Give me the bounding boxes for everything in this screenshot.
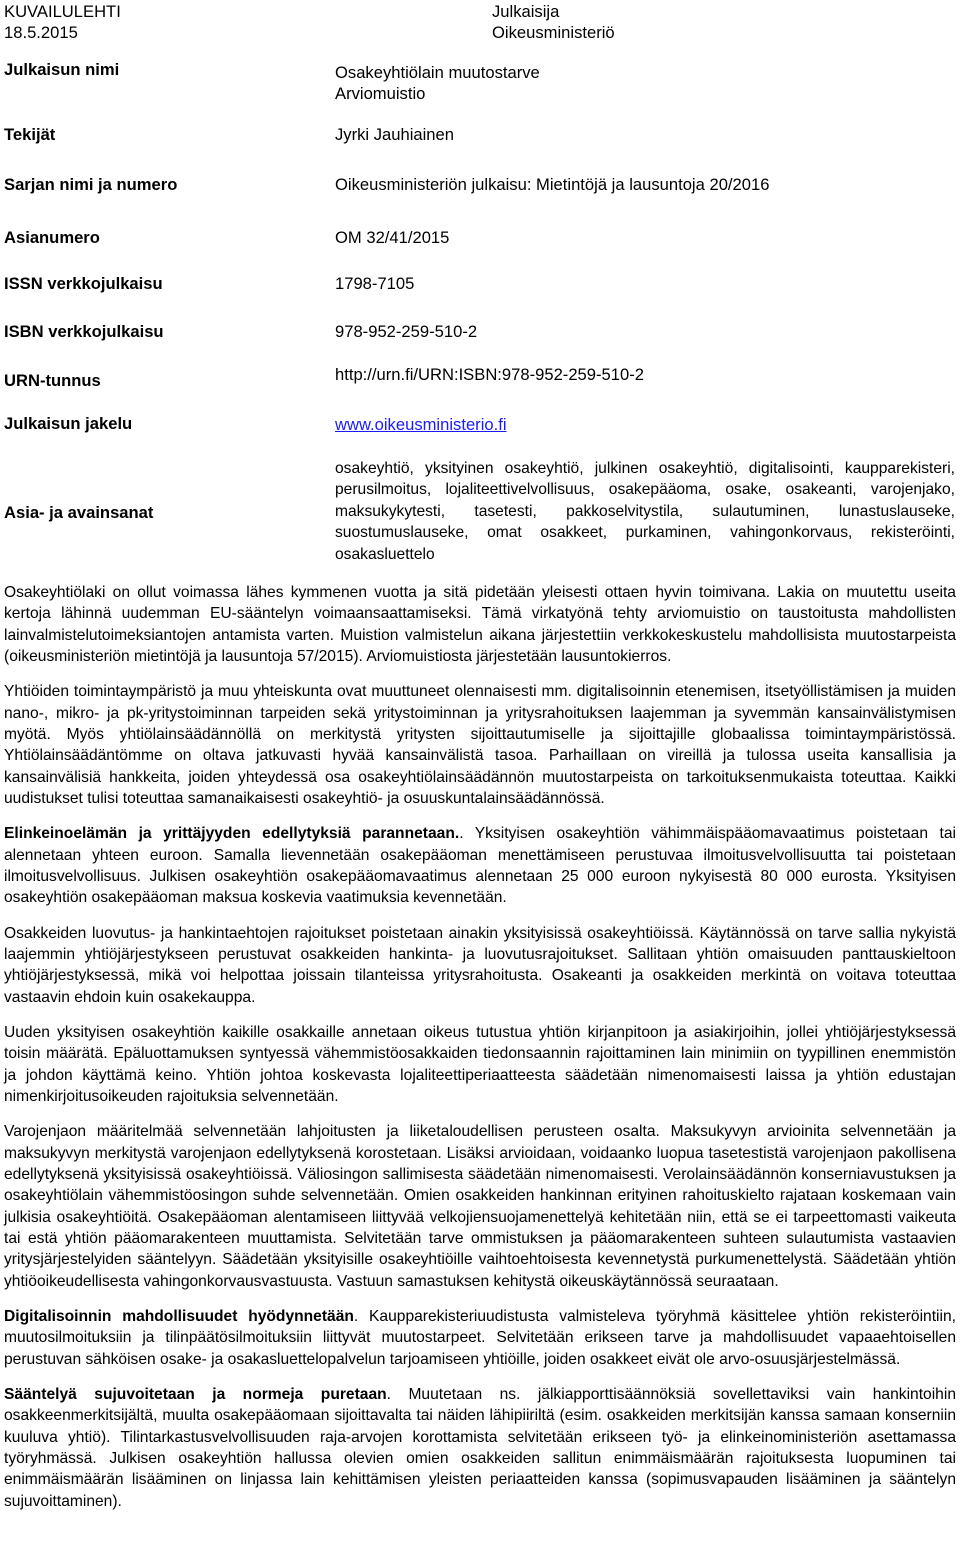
case-number-value: OM 32/41/2015 — [335, 228, 450, 247]
paragraph-4: Osakkeiden luovutus- ja hankintaehtojen rajoitukset poistetaan ainakin yksityisissä osakeyhtiöissä. Käytännössä on tarve sallia nykyistä laajemmin yhtiöjärjestykseen perustuvat osakkeiden hankinta- ja luovutusrajoitukset. Sallitaan yhtiön omaisuuden panttauskieltoon yhtiöjärjestyksessä, mikä voi helpottaa joissain tilanteissa yritysrahoitusta. Osakeanti ja osakkeiden merkintä on voitava toteuttaa vastaavin ehdoin kuin osakekauppa. — [4, 924, 956, 1006]
document-type: KUVAILULEHTI — [4, 2, 121, 21]
paragraph-2: Yhtiöiden toimintaympäristö ja muu yhteiskunta ovat muuttuneet olennaisesti mm. digitalisoinnin etenemisen, itsetyöllistämisen ja muiden nano-, mikro- ja pk-yritystoiminnan tarpeiden sekä yritystoiminnan ja yritysrahoituksen laajemman ja syvemmän kansainvälistymisen myötä. Myös yhtiölainsäädännöllä on merkitystä yritysten sijoittautumiselle ja sijoittajille globaalissa toimintaympäristössä. Yhtiölainsäädäntömme on oltava jatkuvasti hyvää kansainvälistä tasoa. Parhaillaan on vireillä ja tulossa useita kansallisia ja kansainvälisiä hankkeita, joiden yhteydessä osa osakeyhtiölainsäädännön muutostarpeista on tarkoituksenmukaista toteuttaa. Kaikki uudistukset tulisi toteuttaa samanaikaisesti osakeyhtiö- ja osuuskuntalainsäädännössä. — [4, 683, 956, 807]
publisher-value: Oikeusministeriö — [492, 23, 615, 42]
series-label: Sarjan nimi ja numero — [4, 175, 178, 194]
author-label: Tekijät — [4, 125, 56, 144]
paragraph-7-heading: Digitalisoinnin mahdollisuudet hyödynnetään — [4, 1308, 354, 1326]
paragraph-7 — [4, 1306, 956, 1370]
abstract-body — [4, 582, 956, 1526]
author-value: Jyrki Jauhiainen — [335, 125, 454, 144]
paragraph-8 — [4, 1384, 956, 1512]
distribution-link[interactable]: www.oikeusministerio.fi — [335, 415, 507, 434]
issn-value: 1798-7105 — [335, 274, 415, 293]
series-value: Oikeusministeriön julkaisu: Mietintöjä ja lausuntoja 20/2016 — [335, 175, 770, 194]
publisher-label: Julkaisija — [492, 2, 560, 21]
paragraph-8-text: . Muutetaan ns. jälkiapporttisäännöksiä sovellettaviksi vain hankintoihin osakkeenmerkitsijältä, muulta osakepääomaan sijoittavalta tai näiden lähipiiriltä (esim. osakkeiden merkitsijän kanssa samaan konserniin kuuluva yhtiö). Tilintarkastusvelvollisuuden raja-arvojen korottamista selvitetään erikseen työ- ja elinkeinoministeriön asettamassa työryhmässä. Julkisen osakeyhtiön hallussa olevien omien osakkeiden sallitun enimmäismäärän rajoituksesta luopuminen tai enimmäismäärän lisääminen on linjassa lain kehittämisen yleisten periaatteiden kanssa (sopimusvapauden lisääminen ja sääntelyn sujuvoittaminen). — [4, 1386, 956, 1510]
issn-label: ISSN verkkojulkaisu — [4, 274, 163, 293]
paragraph-3-heading: Elinkeinoelämän ja yrittäjyyden edellytyksiä parannetaan. — [4, 825, 460, 843]
title-value-line1: Osakeyhtiölain muutostarve — [335, 63, 540, 82]
urn-label: URN-tunnus — [4, 371, 101, 390]
document-date: 18.5.2015 — [4, 23, 78, 42]
case-number-label: Asianumero — [4, 228, 100, 247]
paragraph-5: Uuden yksityisen osakeyhtiön kaikille osakkaille annetaan oikeus tutustua yhtiön kirjanpitoon ja asiakirjoihin, jollei yhtiöjärjestyksessä toisin määrätä. Epäluottamuksen syntyessä vähemmistöosakkaiden tiedonsaannin rajoittaminen lain minimiin on tyypillinen enemmistön ja johdon käyttämä keino. Yhtiön johtoa koskevasta lojaliteettiperiaatteesta säädetään nimenomaisesti laissa ja yhtiön edustajan nimenkirjoitusoikeuden rajoituksia selvennetään. — [4, 1024, 956, 1105]
keywords-value: osakeyhtiö, yksityinen osakeyhtiö, julkinen osakeyhtiö, digitalisointi, kaupparekisteri, perusilmoitus, lojaliteettivelvollisuus, osakepääoma, osake, osakeanti, varojenjako, maksukykytesti, tasetesti, pakkoselvitystila, sulautuminen, lunastuslauseke, suostumuslauseke, omat osakkeet, purkaminen, vahingonkorvaus, rekisteröinti, osakasluettelo — [335, 460, 955, 563]
paragraph-7-text: . Kaupparekisteriuudistusta valmisteleva työryhmä käsittelee yhtiön rekisteröintiin, muutosilmoituksiin ja tilinpäätösilmoituksiin liittyvät muutostarpeet. Selvitetään erikseen tarve ja mahdollisuudet vapaaehtoisellen perustuvan sähköisen osake- ja osakasluettelopalvelun tarjoamiseen yhtiöille, joiden osakkeet eivät ole arvo-osuusjärjestelmässä. — [4, 1308, 956, 1368]
isbn-value: 978-952-259-510-2 — [335, 322, 478, 341]
paragraph-3 — [4, 823, 956, 908]
title-label: Julkaisun nimi — [4, 60, 120, 79]
paragraph-1: Osakeyhtiölaki on ollut voimassa lähes kymmenen vuotta ja sitä pidetään yleisesti ottaen hyvin toimivana. Lakia on muutettu useita kertoja lähinnä uudemman EU-sääntelyn voimaansaattamiseksi. Tämä virkatyönä tehty arviomuistio on taustoitusta mahdollisten lainvalmistelutoimeksiantojen antamista varten. Muistion valmistelun aikana järjestettiin verkkokeskustelu mahdollisista muutostarpeista (oikeusministeriön mietintöjä ja lausuntoja 57/2015). Arviomuistiosta järjestetään lausuntokierros. — [4, 584, 956, 665]
title-value-line2: Arviomuistio — [335, 84, 426, 103]
urn-value: http://urn.fi/URN:ISBN:978-952-259-510-2 — [335, 365, 644, 384]
paragraph-3-text: . Yksityisen osakeyhtiön vähimmäispääomavaatimus poistetaan tai alennetaan yhteen euroon. Samalla lievennetään osakepääoman menettämiseen perustuvaa ilmoitusvelvollisuutta tai poistetaan ilmoitusvelvollisuus. Julkisen osakeyhtiön osakepääomavaatimus alennetaan 25 000 euroon nykyisestä 80 000 eurosta. Yksityisen osakeyhtiön osakepääoman maksua koskevia vaatimuksia kevennetään. — [4, 825, 956, 907]
paragraph-8-heading: Sääntelyä sujuvoitetaan ja normeja puretaan — [4, 1386, 387, 1404]
paragraph-6: Varojenjaon määritelmää selvennetään lahjoitusten ja liiketaloudellisen perusteen osalta. Maksukyvyn arvioinita selvennetään ja maksukyvyn merkitystä varojenjaon edellytyksenä korostetaan. Lisäksi arvioidaan, voidaanko luopua tasetestistä varojenjaon pakollisena edellytyksenä yksityisissä osakeyhtiöissä. Väliosingon sallimisesta säädetään nimenomaisesti. Verolainsäädännön konserniavustuksen ja osakeyhtiölain vähemmistöosingon suhde selvennetään. Omien osakkeiden hankinnan erityinen rahoituskielto rajataan koskemaan vain julkisia osakeyhtiöitä. Osakepääoman alentamiseen liittyvää velkojiensuojamenettelyä kehitetään niin, että se ei tarpeettomasti vaikeuta tai estä yhtiön pääomarakenteen muuttamista. Selvitetään tarve ommistuksen ja pääomarakenteen suhteen sulautumista vastaavien yritysjärjestelyiden sääntelyyn. Säädetään yksityisille osakeyhtiöille vaihtoehtoisesta kevennetystä purkumenettelystä. Säädetään yhtiön yhtiöoikeudellisesta vahingonkorvausvastuusta. Vastuun samastuksen kehitystä oikeuskäytännössä seuraataan. — [4, 1123, 956, 1290]
keywords-label: Asia- ja avainsanat — [4, 503, 154, 522]
distribution-label: Julkaisun jakelu — [4, 414, 133, 433]
isbn-label: ISBN verkkojulkaisu — [4, 322, 164, 341]
